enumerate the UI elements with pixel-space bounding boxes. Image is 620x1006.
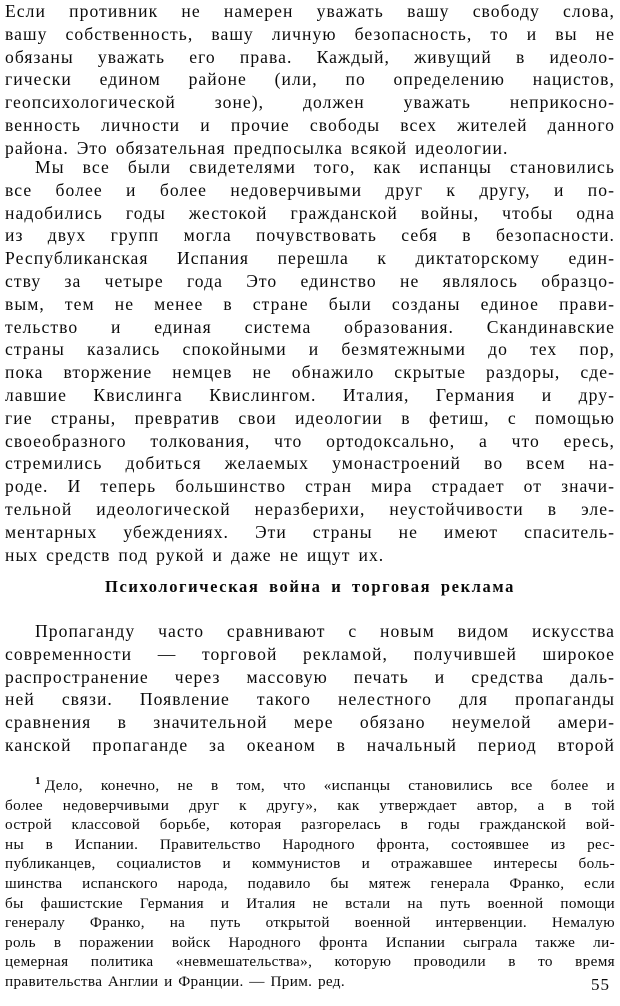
text-line: канской пропаганде за океаном в начальный период второй <box>5 734 615 755</box>
footnote-line: публиканцев, социалистов и коммунистов и отражавшее интересы боль- <box>5 855 615 873</box>
text-line: лавшие Квислинга Квислингом. Италия, Германия и дру- <box>5 384 615 405</box>
text-line: распространение через массовую печать и средства даль- <box>5 666 615 687</box>
text-line: гически едином районе (или, по определению нацистов, <box>5 69 615 90</box>
text-line: тельной идеологической неразберихи, неустойчивости в эле- <box>5 498 615 519</box>
text-line: Республиканская Испания перешла к диктаторскому един- <box>5 248 615 269</box>
footnote <box>5 776 615 992</box>
text-line: своеобразного толкования, что ортодоксально, а что ересь, <box>5 430 615 451</box>
text-line: из двух групп могла почувствовать себя в безопасности. <box>5 225 615 246</box>
text-line: все более и более недоверчивыми друг к другу, и по- <box>5 179 615 200</box>
footnote-line: ны в Испании. Правительство Народного фронта, состоявшее из рес- <box>5 835 615 853</box>
text-line: сравнения в значительной мере обязано неумелой амери- <box>5 712 615 733</box>
text-line: геопсихологической зоне), должен уважать неприкосно- <box>5 92 615 113</box>
text-line: ней связи. Появление такого нелестного для пропаганды <box>5 689 615 710</box>
text-line: современности — торговой рекламой, получившей широкое <box>5 643 615 664</box>
text-line: ментарных убеждениях. Эти страны не имеют спаситель- <box>5 521 615 542</box>
text-line: ству за четыре года Это единство не являлось образцо- <box>5 270 615 291</box>
footnote-line: генералу Франко, на путь открытой военной интервенции. Немалую <box>5 914 615 932</box>
paragraph-3 <box>5 620 615 757</box>
footnote-line <box>5 776 615 796</box>
text-line: обязаны уважать его права. Каждый, живущий в идеоло- <box>5 46 615 67</box>
text-line: Если противник не намерен уважать вашу свободу слова, <box>5 1 615 21</box>
page-number: 55 <box>591 975 610 994</box>
text-line: Пропаганду часто сравнивают с новым видом искусства <box>35 621 615 641</box>
text-line: гие страны, превратив свои идеологии в фетиш, с помощью <box>5 407 615 428</box>
text-line: района. Это обязательная предпосылка всякой идеологии. <box>5 137 509 158</box>
footnote-line: более недоверчивыми друг к другу», как утверждает автор, а в той <box>5 796 615 814</box>
footnote-marker: 1 <box>35 776 41 787</box>
text-line: вым, тем не менее в стране были созданы единое прави- <box>5 293 615 314</box>
text-line: стремились добиться желаемых умонастроений во всем на- <box>5 453 615 474</box>
text-line: тельство и единая система образования. Скандинавские <box>5 316 615 337</box>
footnote-line: бы фашистские Германия и Италия не встали на путь военной помощи <box>5 894 615 912</box>
footnote-line: цемерная политика «невмешательства», которую проводили в то время <box>5 953 615 971</box>
paragraph-2 <box>5 156 615 566</box>
footnote-line: правительства Англии и Франции. — Прим. ред. <box>5 972 346 990</box>
text-line: ных средств под рукой и даже не ищут их. <box>5 544 385 565</box>
footnote-line: роль в поражении войск Народного фронта Испании сыграла также ли- <box>5 933 615 951</box>
footnote-line: шинства испанского народа, подавило бы мятеж генерала Франко, если <box>5 874 615 892</box>
footnote-text: Дело, конечно, не в том, что «испанцы становились все более и <box>44 777 615 794</box>
text-line: надобились годы жестокой гражданской войны, чтобы одна <box>5 202 615 223</box>
text-line: Мы все были свидетелями того, как испанцы становились <box>35 157 615 177</box>
paragraph-1 <box>5 0 615 160</box>
section-heading: Психологическая война и торговая реклама <box>105 577 515 596</box>
text-line: страны казались спокойными и безмятежными до тех пор, <box>5 339 615 360</box>
text-line: венность личности и прочие свободы всех жителей данного <box>5 114 615 135</box>
footnote-line: острой классовой борьбе, которая разгорелась в годы гражданской вой- <box>5 816 615 834</box>
text-line: роде. И теперь большинство стран мира страдает от значи- <box>5 476 615 497</box>
text-line: вашу собственность, вашу личную безопасность, то и вы не <box>5 23 615 44</box>
text-line: пока вторжение немцев не обнажило скрытые раздоры, сде- <box>5 362 615 383</box>
